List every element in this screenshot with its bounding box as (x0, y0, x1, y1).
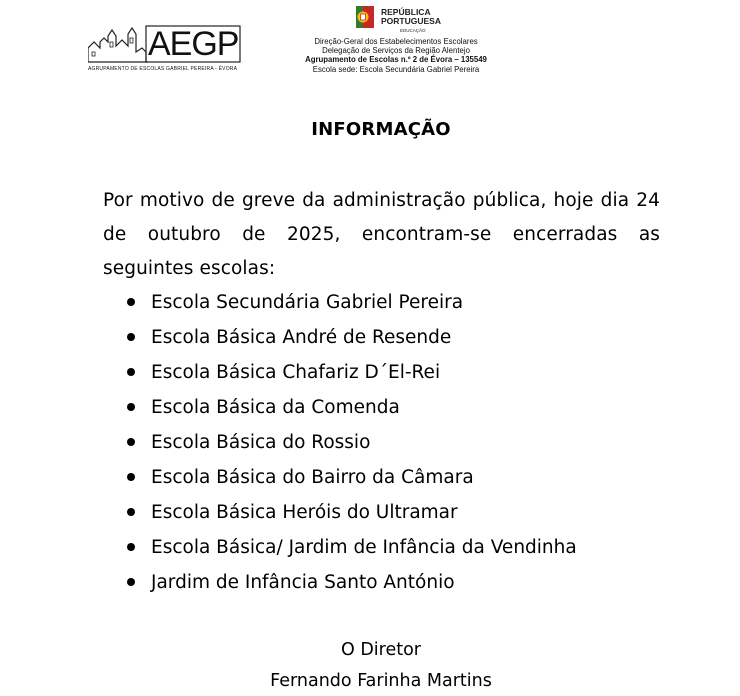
list-item (127, 495, 577, 530)
list-item (127, 530, 577, 565)
aegp-logo (88, 22, 244, 74)
bullet-icon (127, 438, 135, 446)
gov-line-group: Agrupamento de Escolas n.º 2 de Évora – 135549 (305, 55, 487, 65)
bullet-icon (127, 543, 135, 551)
list-item (127, 460, 577, 495)
gov-brand-line1: REPÚBLICA (381, 7, 431, 17)
list-item (127, 320, 577, 355)
list-item (127, 285, 577, 320)
intro-paragraph: Por motivo de greve da administração pública, hoje dia 24 de outubro de 2025, encontram-se encerradas as seguintes escolas: (103, 190, 660, 279)
aegp-caption: AGRUPAMENTO DE ESCOLAS GABRIEL PEREIRA - ÉVORA (88, 66, 238, 72)
gov-brand (381, 8, 441, 26)
bullet-icon (127, 508, 135, 516)
gov-line-delegation: Delegação de Serviços da Região Alentejo (322, 46, 470, 56)
school-name: Escola Básica do Rossio (151, 431, 371, 453)
list-item (127, 390, 577, 425)
bullet-icon (127, 333, 135, 341)
school-name: Escola Básica Heróis do Ultramar (151, 501, 458, 523)
school-name: Escola Básica da Comenda (151, 396, 400, 418)
school-name: Escola Básica/ Jardim de Infância da Vendinha (151, 536, 577, 558)
gov-brand-line2: PORTUGUESA (381, 16, 441, 26)
gov-address (278, 37, 514, 74)
bullet-icon (127, 578, 135, 586)
gov-line-directorate: Direção-Geral dos Estabelecimentos Escolares (314, 37, 478, 46)
school-name: Jardim de Infância Santo António (151, 571, 455, 593)
list-item (127, 425, 577, 460)
government-header (278, 4, 514, 74)
document-title: INFORMAÇÃO (311, 119, 451, 140)
school-name: Escola Básica André de Resende (151, 326, 452, 348)
gov-line-headquarters: Escola sede: Escola Secundária Gabriel Pereira (312, 64, 480, 74)
bullet-icon (127, 473, 135, 481)
signature-role: O Diretor (340, 640, 421, 660)
bullet-icon (127, 403, 135, 411)
portuguese-coat-of-arms-icon (356, 6, 374, 28)
school-name: Escola Básica Chafariz D´El-Rei (151, 361, 441, 383)
aegp-logo-frame (88, 22, 244, 66)
signature-name: Fernando Farinha Martins (270, 671, 492, 691)
school-name: Escola Básica do Bairro da Câmara (151, 466, 474, 488)
closed-schools-list (127, 285, 577, 600)
gov-brand-sub: EDUCAÇÃO (400, 28, 426, 33)
bullet-icon (127, 298, 135, 306)
aegp-logo-text: AEGP (148, 25, 239, 63)
list-item (127, 355, 577, 390)
list-item (127, 565, 577, 600)
bullet-icon (127, 368, 135, 376)
school-name: Escola Secundária Gabriel Pereira (151, 291, 464, 313)
